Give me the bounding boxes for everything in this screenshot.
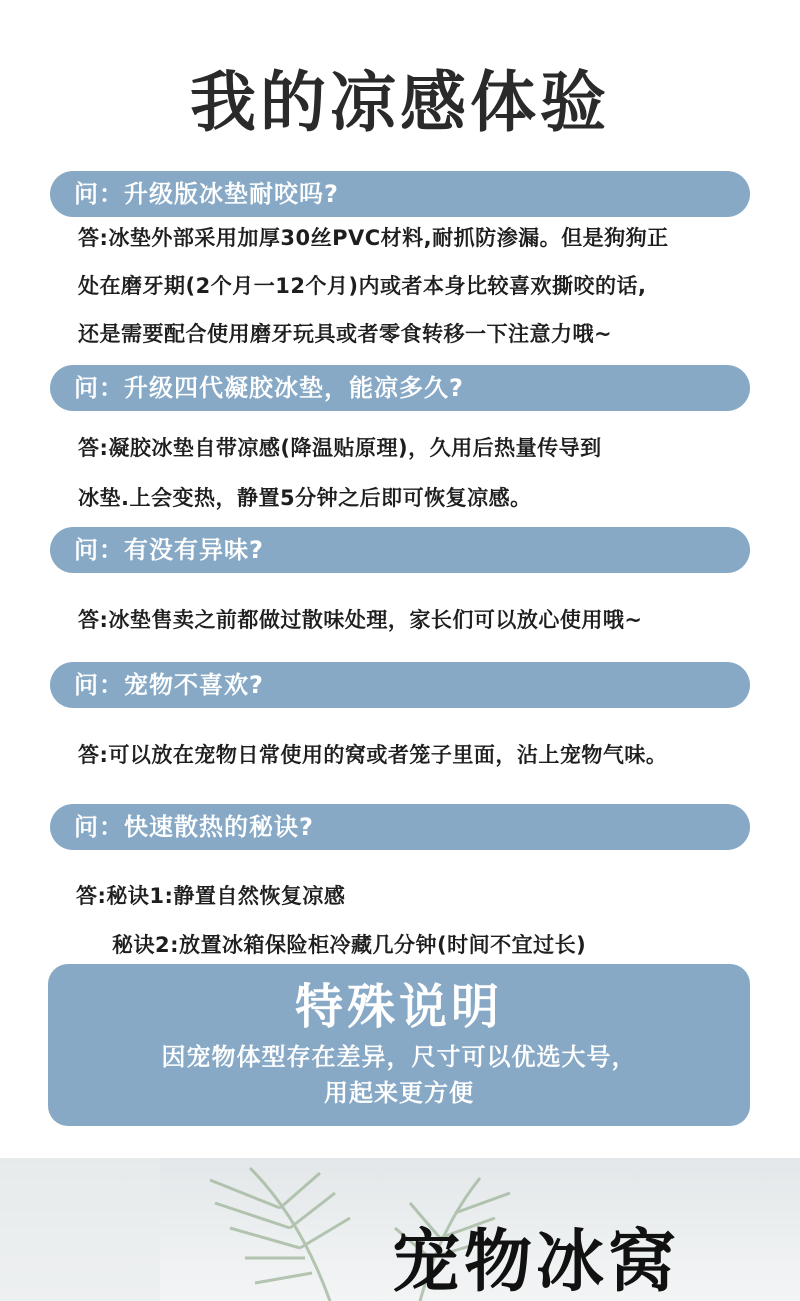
faq-answer-3-line-1: 答:冰垫售卖之前都做过散味处理，家长们可以放心使用哦~: [78, 608, 643, 632]
faq-answer-1-line-1: 答:冰垫外部采用加厚30丝PVC材料,耐抓防渗漏。但是狗狗正: [78, 226, 669, 250]
special-note-line-2: 用起来更方便: [324, 1079, 474, 1107]
faq-question-3: 问：有没有异味?: [50, 527, 750, 573]
faq-answer-5-line-2: 秘诀2:放置冰箱保险柜冷藏几分钟(时间不宜过长): [112, 933, 587, 957]
special-note-box: [48, 964, 750, 1126]
faq-answer-4-line-1: 答:可以放在宠物日常使用的窝或者笼子里面，沾上宠物气味。: [78, 743, 668, 767]
faq-question-5: 问：快速散热的秘诀?: [50, 804, 750, 850]
faq-answer-1-line-3: 还是需要配合使用磨牙玩具或者零食转移一下注意力哦~: [78, 322, 613, 346]
faq-question-4: 问：宠物不喜欢?: [50, 662, 750, 708]
faq-answer-1-line-2: 处在磨牙期(2个月一12个月)内或者本身比较喜欢撕咬的话,: [78, 274, 647, 298]
faq-question-2: 问：升级四代凝胶冰垫，能凉多久?: [50, 365, 750, 411]
faq-answer-2-line-1: 答:凝胶冰垫自带凉感(降温贴原理)，久用后热量传导到: [78, 436, 602, 460]
banner-title: 宠物冰窝: [392, 1223, 681, 1301]
faq-answer-5-line-1: 答:秘诀1:静置自然恢复凉感: [76, 884, 346, 908]
special-note-title: 特殊说明: [294, 979, 503, 1035]
special-note-line-1: 因宠物体型存在差异，尺寸可以优选大号，: [161, 1043, 637, 1071]
page-title: 我的凉感体验: [190, 64, 610, 141]
faq-answer-2-line-2: 冰垫.上会变热，静置5分钟之后即可恢复凉感。: [78, 486, 532, 510]
faq-question-1: 问：升级版冰垫耐咬吗?: [50, 171, 750, 217]
